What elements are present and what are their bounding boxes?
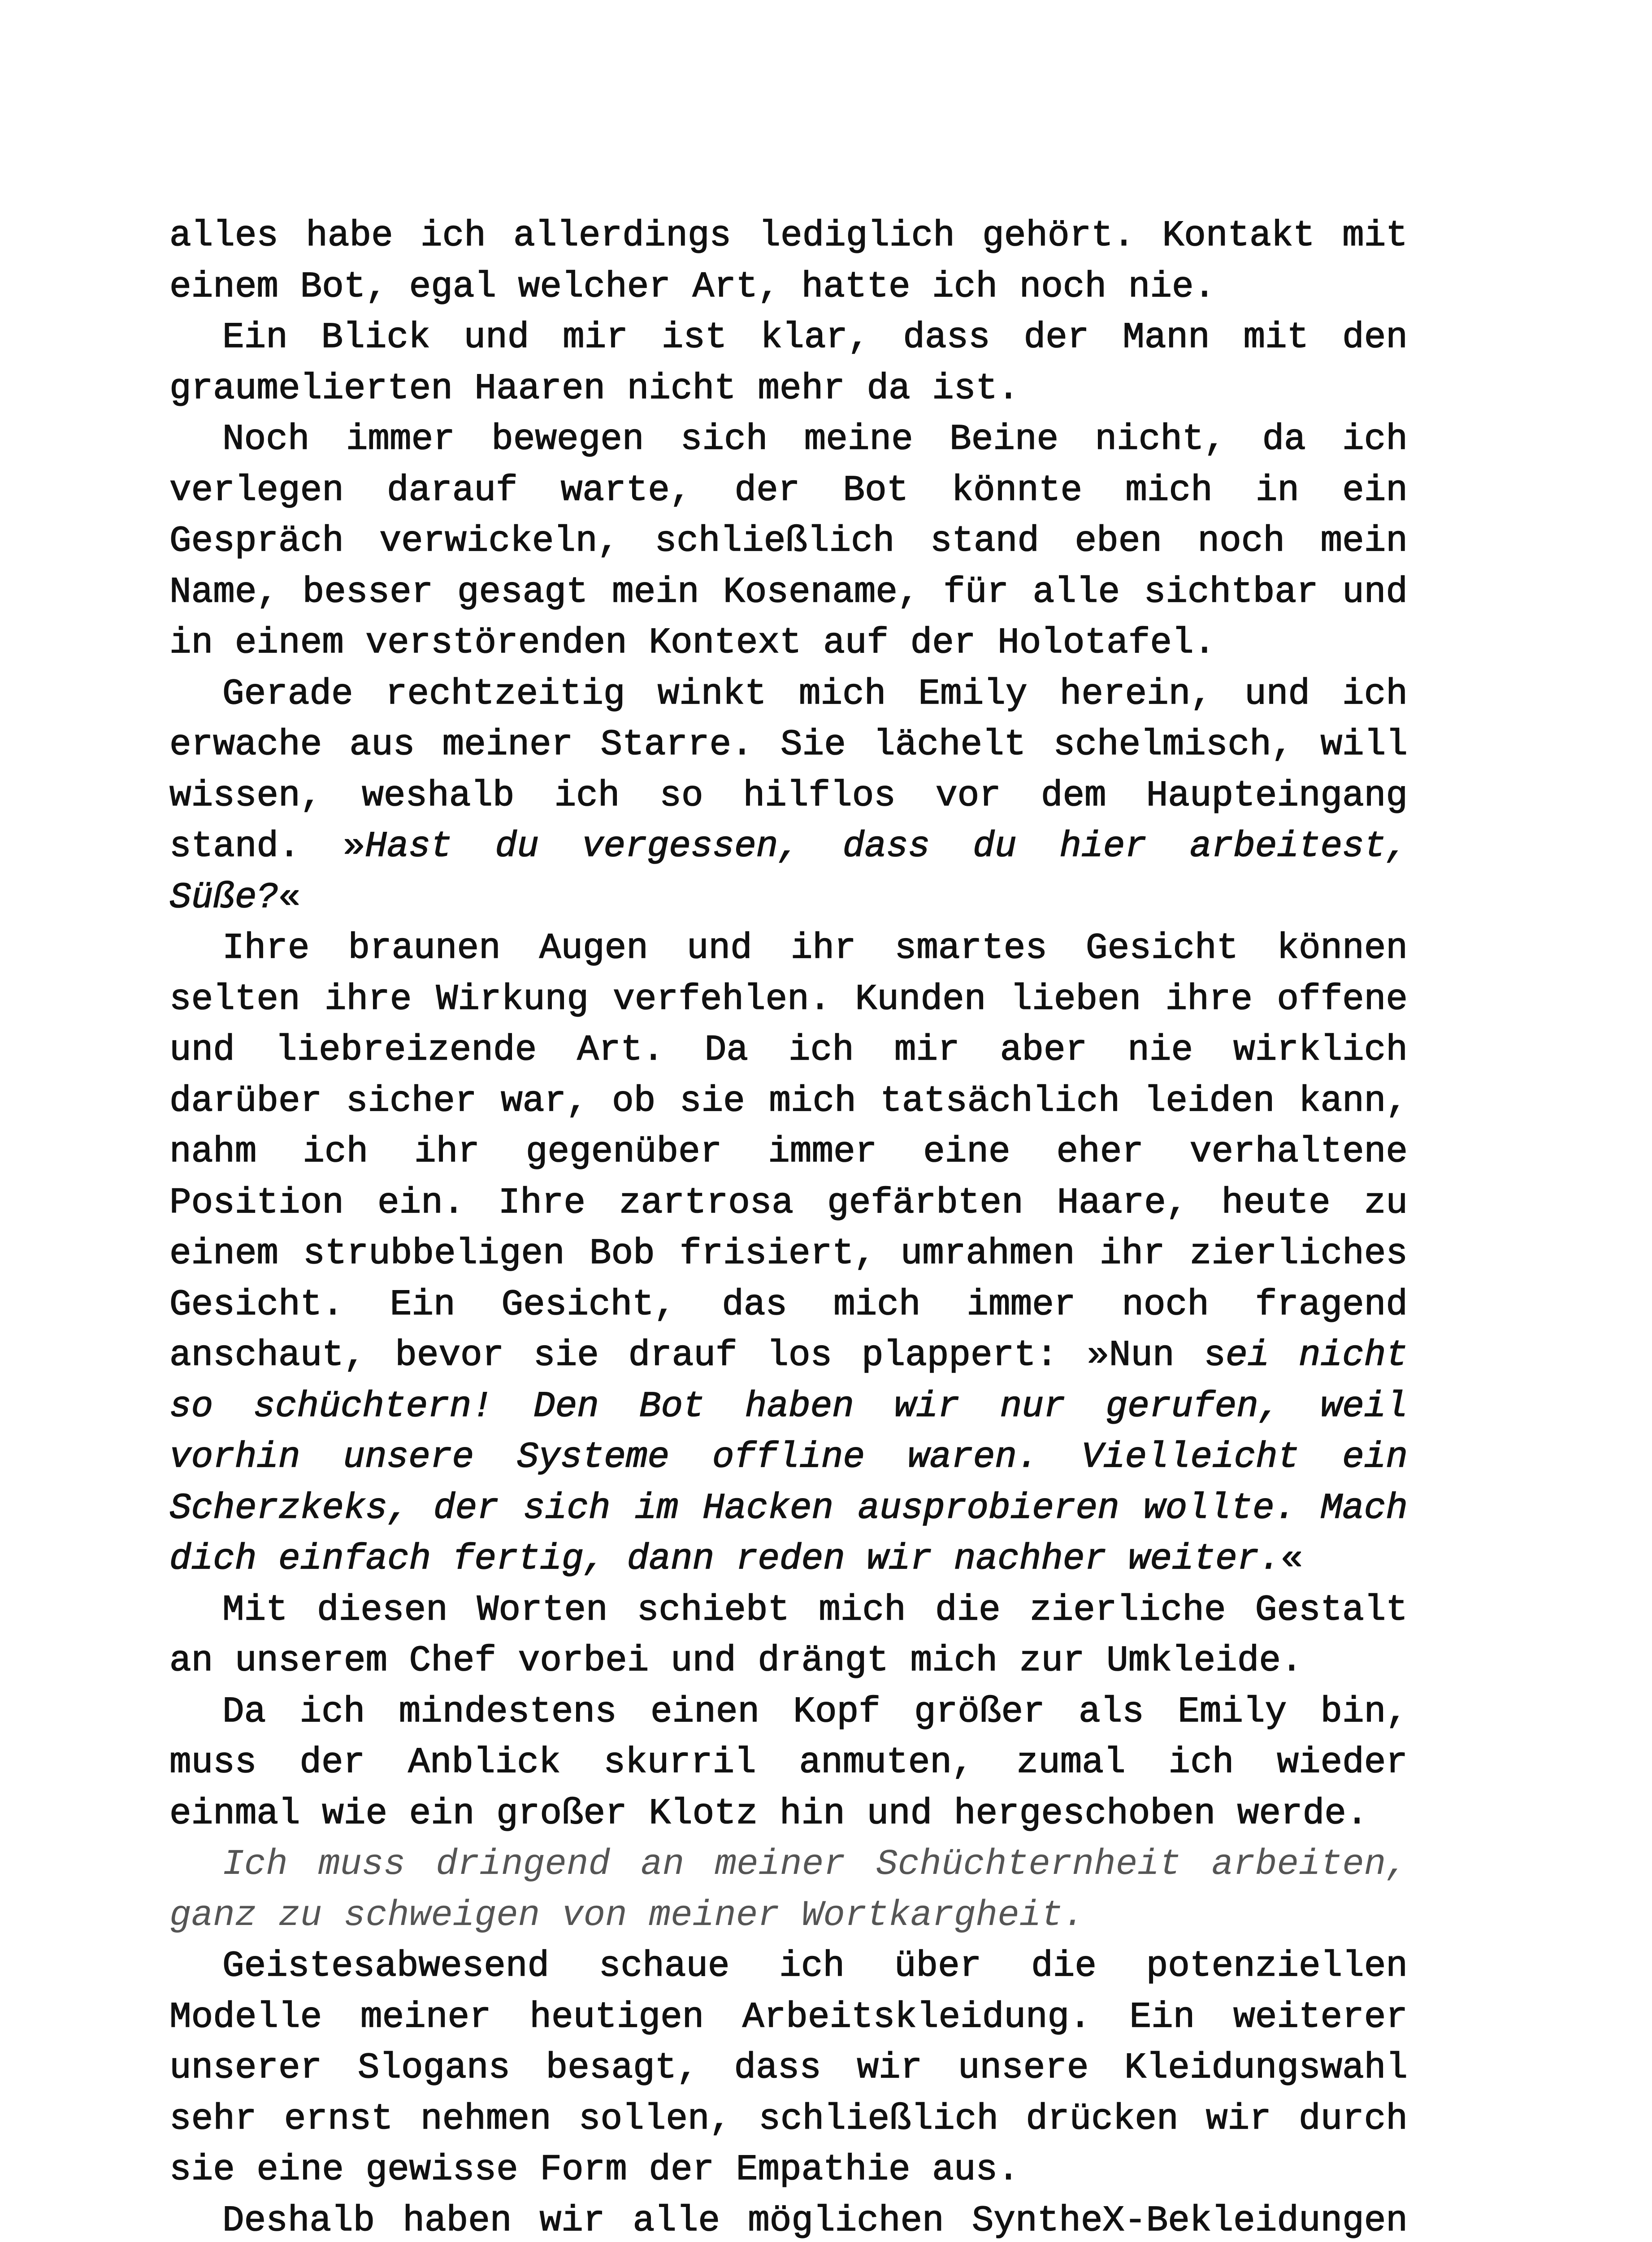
paragraph: Deshalb haben wir alle möglichen SyntheX-Bekleidungen (222, 2200, 1408, 2242)
paragraph: alles habe ich allerdings lediglich gehört. Kontakt mit einem Bot, egal welcher Art, hatte ich noch nie. (169, 216, 1408, 308)
paragraph: Mit diesen Worten schiebt mich die zierliche Gestalt an unserem Chef vorbei und drängt mich zur Umkleide. (169, 1590, 1408, 1682)
paragraph: Da ich mindestens einen Kopf größer als Emily bin, muss der Anblick skurril anmuten, zumal ich wieder einmal wie ein großer Klotz hin und hergeschoben werde. (169, 1691, 1408, 1834)
paragraph: Geistesabwesend schaue ich über die potenziellen Modelle meiner heutigen Arbeitskleidung. Ein weiterer unserer Slogans besagt, dass wir unsere Kleidungswahl sehr ernst nehmen sollen, schließlich drücken wir durch sie eine gewisse Form der Empathie aus. (169, 1946, 1408, 2190)
page-body (169, 211, 1408, 2242)
inner-thought: Ich muss dringend an meiner Schüchternheit arbeiten, ganz zu schweigen von meiner Wortkargheit. (169, 1844, 1408, 1936)
paragraph: Noch immer bewegen sich meine Beine nicht, da ich verlegen darauf warte, der Bot könnte mich in ein Gespräch verwickeln, schließlich stand eben noch mein Name, besser gesagt mein Kosename, für alle sichtbar und in einem verstörenden Kontext auf der Holotafel. (169, 419, 1408, 664)
dialogue-italic: ei nicht so schüchtern! Den Bot haben wir nur gerufen, weil vorhin unsere Systeme offline waren. Vielleicht ein Scherzkeks, der sich im Hacken ausprobieren wollte. Mach dich einfach fertig, dann reden wir nachher weiter. (169, 1335, 1408, 1580)
paragraph: Ein Blick und mir ist klar, dass der Mann mit den graumelierten Haaren nicht mehr da ist. (169, 317, 1408, 409)
dialogue-italic: Hast du vergessen, dass du hier arbeitest, Süße? (169, 826, 1408, 918)
paragraph: Gerade rechtzeitig winkt mich Emily herein, und ich erwache aus meiner Starre. Sie lächelt schelmisch, will wissen, weshalb ich so hilflos vor dem Haupteingang stand. »Hast du vergessen, dass du hier arbeitest, Süße?« (169, 673, 1408, 918)
paragraph: Ihre braunen Augen und ihr smartes Gesicht können selten ihre Wirkung verfehlen. Kunden lieben ihre offene und liebreizende Art. Da ich mir aber nie wirklich darüber sicher war, ob sie mich tatsächlich leiden kann, nahm ich ihr gegenüber immer eine eher verhaltene Position ein. Ihre zartrosa gefärbten Haare, heute zu einem strubbeligen Bob frisiert, umrahmen ihr zierliches Gesicht. Ein Gesicht, das mich immer noch fragend anschaut, bevor sie drauf los plappert: »Nun sei nicht so schüchtern! Den Bot haben wir nur gerufen, weil vorhin unsere Systeme offline waren. Vielleicht ein Scherzkeks, der sich im Hacken ausprobieren wollte. Mach dich einfach fertig, dann reden wir nachher weiter.« (169, 928, 1408, 1580)
